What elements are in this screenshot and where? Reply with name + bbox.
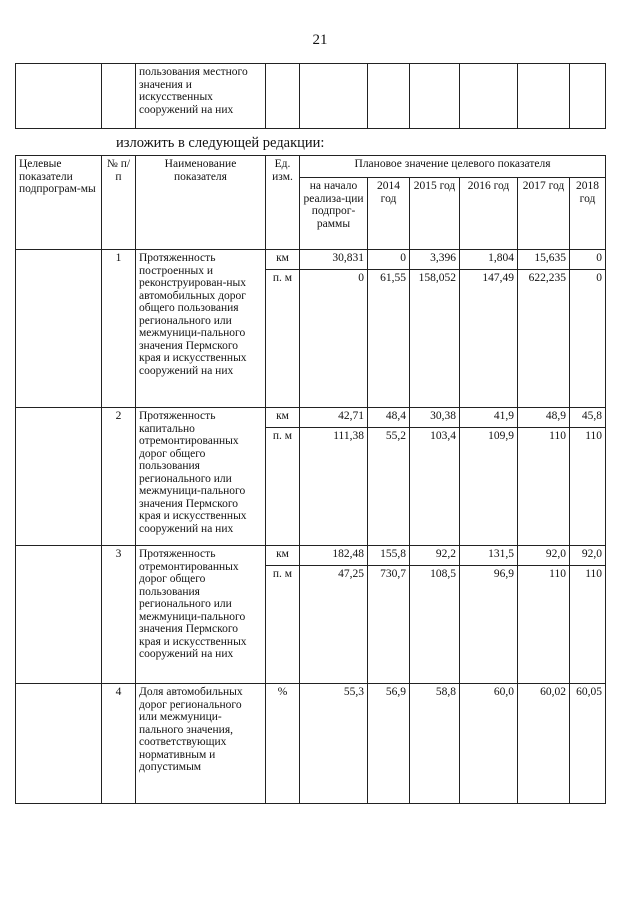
value-cell: 92,2 [410, 546, 460, 566]
caption: изложить в следующей редакции: [116, 135, 325, 151]
value-cell: 158,052 [410, 270, 460, 408]
value-cell: 55,2 [368, 428, 410, 546]
header-year-0: на начало реализа-ции подпрог-раммы [300, 178, 368, 250]
row-number: 4 [102, 684, 136, 804]
value-cell: 56,9 [368, 684, 410, 804]
value-cell: 60,0 [460, 684, 518, 804]
unit-cell: п. м [266, 428, 300, 546]
header-name: Наименование показателя [136, 156, 266, 250]
header-year-2: 2015 год [410, 178, 460, 250]
value-cell: 103,4 [410, 428, 460, 546]
value-cell: 3,396 [410, 250, 460, 270]
value-cell: 622,235 [518, 270, 570, 408]
value-cell: 109,9 [460, 428, 518, 546]
value-cell: 60,02 [518, 684, 570, 804]
value-cell: 41,9 [460, 408, 518, 428]
value-cell: 48,4 [368, 408, 410, 428]
value-cell: 182,48 [300, 546, 368, 566]
goal-cell [16, 408, 102, 546]
top-cell-unit [266, 64, 300, 129]
value-cell: 30,831 [300, 250, 368, 270]
row-number: 2 [102, 408, 136, 546]
header-goals: Целевые показатели подпрограм-мы [16, 156, 102, 250]
table-row [16, 250, 606, 270]
value-cell: 47,25 [300, 566, 368, 684]
header-year-4: 2017 год [518, 178, 570, 250]
value-cell: 110 [518, 566, 570, 684]
value-cell: 92,0 [570, 546, 606, 566]
row-number: 1 [102, 250, 136, 408]
table-row [16, 408, 606, 428]
value-cell: 110 [570, 428, 606, 546]
value-cell: 0 [300, 270, 368, 408]
value-cell: 92,0 [518, 546, 570, 566]
value-cell: 1,804 [460, 250, 518, 270]
unit-cell: % [266, 684, 300, 804]
value-cell: 48,9 [518, 408, 570, 428]
header-year-1: 2014 год [368, 178, 410, 250]
table-row [16, 684, 606, 804]
value-cell: 110 [518, 428, 570, 546]
value-cell: 42,71 [300, 408, 368, 428]
top-table-fragment [15, 63, 606, 129]
page-number: 21 [312, 32, 328, 48]
unit-cell: км [266, 250, 300, 270]
value-cell: 0 [368, 250, 410, 270]
value-cell: 155,8 [368, 546, 410, 566]
row-number: 3 [102, 546, 136, 684]
unit-cell: п. м [266, 566, 300, 684]
indicators-table [15, 155, 606, 804]
top-cell-num [102, 64, 136, 129]
header-year-3: 2016 год [460, 178, 518, 250]
value-cell: 60,05 [570, 684, 606, 804]
indicator-name: Протяженность отремонтированных дорог общего пользования регионального или межмуници-пального значения Пермского края и искусственных сооружений на них [136, 546, 266, 684]
unit-cell: п. м [266, 270, 300, 408]
top-fragment-text: пользования местного значения и искусственных сооружений на них [136, 64, 266, 129]
top-cell-goals [16, 64, 102, 129]
value-cell: 58,8 [410, 684, 460, 804]
value-cell: 131,5 [460, 546, 518, 566]
header-year-5: 2018 год [570, 178, 606, 250]
unit-cell: км [266, 408, 300, 428]
value-cell: 0 [570, 270, 606, 408]
value-cell: 61,55 [368, 270, 410, 408]
header-plan: Плановое значение целевого показателя [300, 156, 606, 178]
header-unit: Ед. изм. [266, 156, 300, 250]
value-cell: 96,9 [460, 566, 518, 684]
goal-cell [16, 684, 102, 804]
value-cell: 0 [570, 250, 606, 270]
value-cell: 108,5 [410, 566, 460, 684]
value-cell: 111,38 [300, 428, 368, 546]
unit-cell: км [266, 546, 300, 566]
table-row [16, 546, 606, 566]
goal-cell [16, 250, 102, 408]
value-cell: 15,635 [518, 250, 570, 270]
value-cell: 110 [570, 566, 606, 684]
value-cell: 45,8 [570, 408, 606, 428]
value-cell: 30,38 [410, 408, 460, 428]
indicator-name: Протяженность построенных и реконструирован-ных автомобильных дорог общего пользования регионального или межмуници-пального значения Пермского края и искусственных сооружений на них [136, 250, 266, 408]
indicator-name: Протяженность капитально отремонтированных дорог общего пользования регионального или межмуници-пального значения Пермского края и искусственных сооружений на них [136, 408, 266, 546]
header-num: № п/п [102, 156, 136, 250]
value-cell: 147,49 [460, 270, 518, 408]
goal-cell [16, 546, 102, 684]
indicator-name: Доля автомобильных дорог регионального или межмуници-пального значения, соответствующих нормативным и допустимым [136, 684, 266, 804]
value-cell: 730,7 [368, 566, 410, 684]
value-cell: 55,3 [300, 684, 368, 804]
